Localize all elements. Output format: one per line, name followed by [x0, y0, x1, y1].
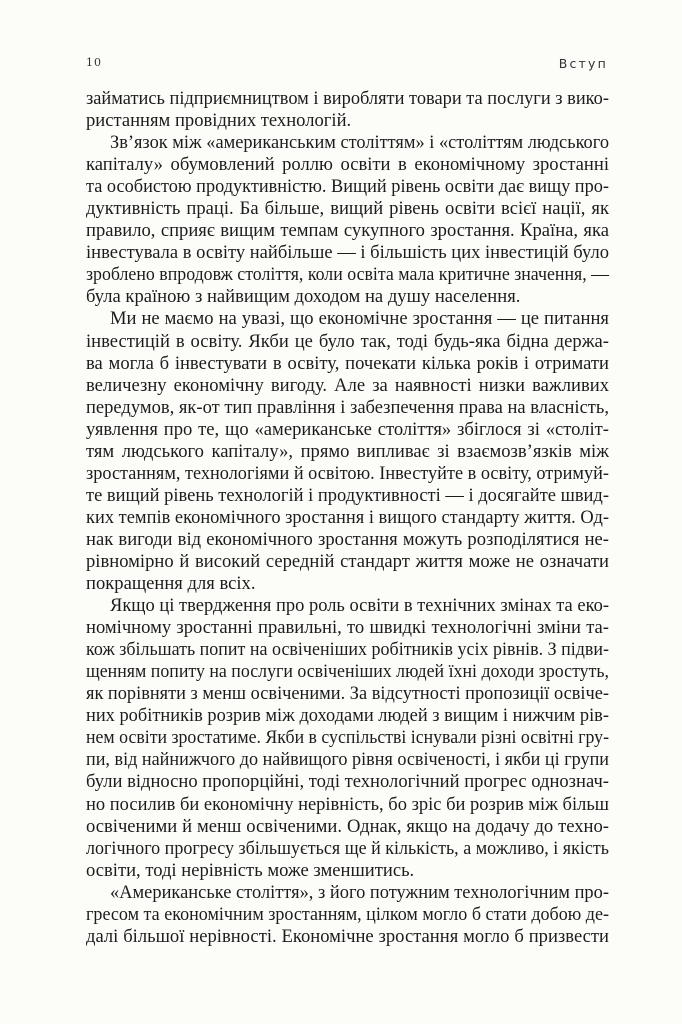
body-text — [86, 88, 609, 948]
text-line: освіти, тоді нерівність може зменшитись. — [86, 859, 415, 881]
page-number: 10 — [86, 56, 102, 69]
text-line: зроблено впродовж століття, коли освіта мала критичне значення, — — [86, 264, 609, 286]
text-line: них робітників розрив між доходами людей з вищим і нижчим рів- — [86, 705, 609, 727]
text-line: та особистою продуктивністю. Вищий рівень освіти дає вищу про- — [86, 176, 609, 198]
text-line: займатись підприємництвом і виробляти товари та послуги з вико- — [86, 88, 609, 109]
text-line: логічного прогресу збільшується ще й кількість, а можливо, і якість — [86, 837, 609, 859]
text-line: гресом та економічним зростанням, цілком могло б стати добою де- — [86, 903, 609, 925]
text-line: були відносно пропорційні, тоді технологічний прогрес однознач- — [86, 771, 609, 793]
text-line: номічному зростанні правильні, то швидкі технологічні зміни та- — [86, 617, 609, 639]
text-line: капіталу» обумовлений роллю освіти в економічному зростанні — [86, 154, 609, 176]
text-line: уявлення про те, що «американське століття» збіглося зі «століт- — [86, 418, 609, 440]
text-line: далі більшої нерівності. Економічне зростання могло б призвести — [86, 925, 609, 947]
text-line: дуктивність праці. Ба більше, вищий рівень освіти всієї нації, як — [86, 198, 609, 220]
text-line: Ми не маємо на увазі, що економічне зростання — це питання — [110, 308, 609, 330]
text-line: правило, сприяє вищим темпам сукупного зростання. Країна, яка — [86, 220, 609, 242]
text-line: ких темпів економічного зростання і вищого стандарту життя. Од- — [86, 506, 609, 528]
text-line: ва могла б інвестувати в освіту, почекати кілька років і отримати — [86, 352, 609, 374]
paragraph — [86, 88, 609, 132]
text-line: пи, від найнижчого до найвищого рівня освіченості, і якби ці групи — [86, 749, 609, 771]
text-line: ристанням провідних технологій. — [86, 110, 352, 132]
running-head: Вступ — [558, 56, 608, 71]
text-line: нем освіти зростатиме. Якби в суспільстві існували різні освітні гру- — [86, 727, 609, 749]
paragraph — [86, 132, 609, 308]
paragraph — [86, 308, 609, 595]
text-line: но посилив би економічну нерівність, бо зріс би розрив між більш — [86, 793, 609, 815]
page-header — [86, 56, 608, 74]
text-line: величезну економічну вигоду. Але за наявності низки важливих — [86, 374, 609, 396]
text-line: освіченими й менш освіченими. Однак, якщо на додачу до техно- — [86, 815, 609, 837]
text-line: покращення для всіх. — [86, 573, 256, 595]
text-line: щенням попиту на послуги освіченіших людей їхні доходи зростуть, — [86, 661, 609, 683]
text-line: рівномірно й високий середній стандарт життя може не означати — [86, 550, 609, 572]
paragraph — [86, 595, 609, 882]
text-line: інвестицій в освіту. Якби це було так, тоді будь-яка бідна держа- — [86, 330, 609, 352]
text-line: «Американське століття», з його потужним технологічним про- — [110, 881, 609, 903]
text-line: як порівняти з менш освіченими. За відсутності пропозиції освіче- — [86, 683, 609, 705]
text-line: Якщо ці твердження про роль освіти в технічних змінах та еко- — [110, 595, 609, 617]
text-line: інвестувала в освіту найбільше — і більшість цих інвестицій було — [86, 242, 609, 264]
text-line: те вищий рівень технологій і продуктивності — і досягайте швид- — [86, 484, 609, 506]
text-line: Зв’язок між «американським століттям» і «століттям людського — [110, 132, 609, 154]
text-line: кож збільшать попит на освіченіших робітників усіх рівнів. З підви- — [86, 639, 609, 661]
text-line: нак вигоди від економічного зростання можуть розподілятися не- — [86, 528, 609, 550]
text-line: тям людського капіталу», прямо випливає зі взаємозв’язків між — [86, 440, 609, 462]
text-line: зростанням, технологіями й освітою. Інвестуйте в освіту, отримуй- — [86, 462, 609, 484]
text-line: передумов, як-от тип правління і забезпечення права на власність, — [86, 396, 609, 418]
text-line: була країною з найвищим доходом на душу населення. — [86, 286, 521, 308]
paragraph — [86, 882, 609, 948]
